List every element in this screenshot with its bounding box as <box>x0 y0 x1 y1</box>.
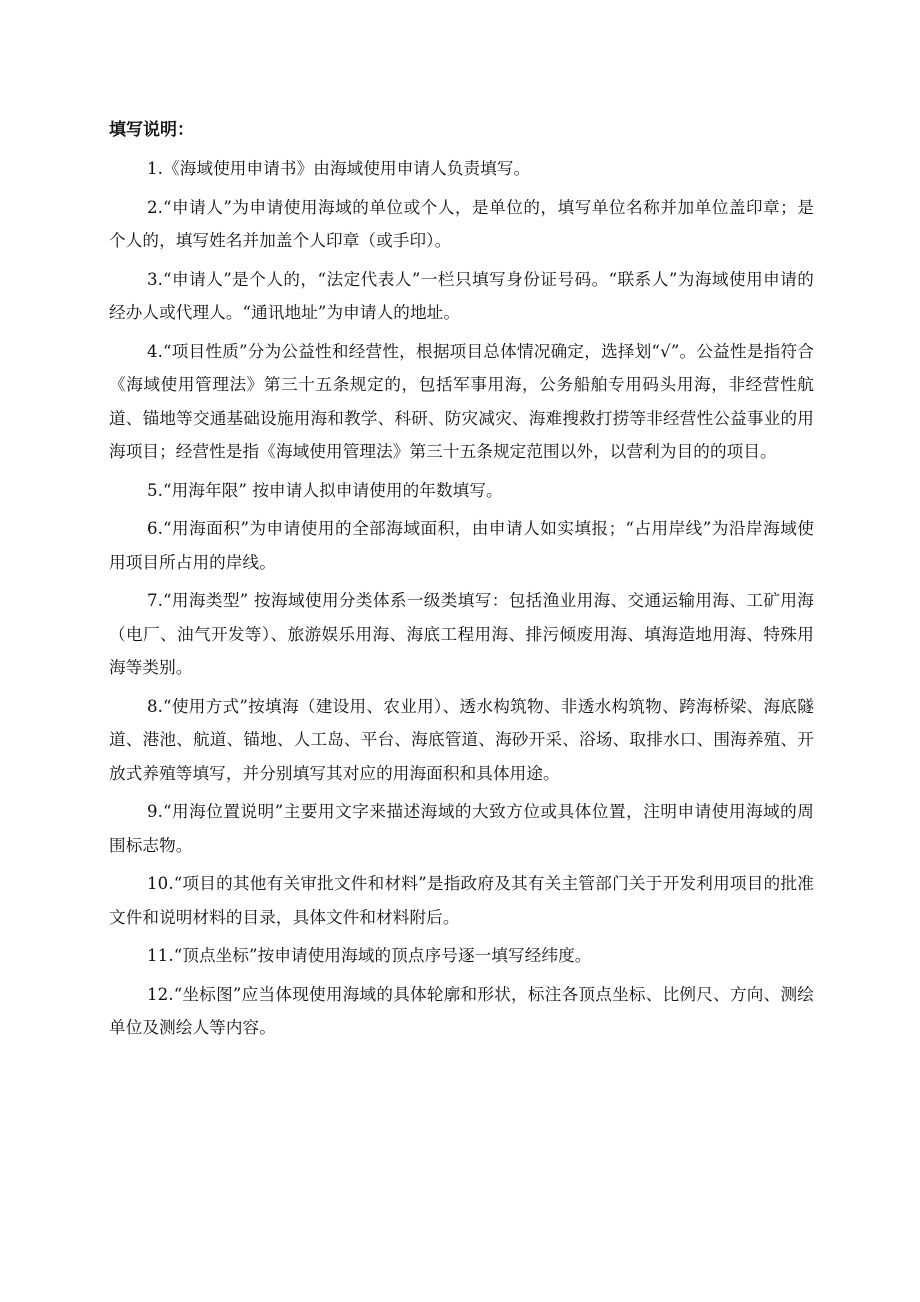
instruction-item-1: 1.《海域使用申请书》由海域使用申请人负责填写。 <box>147 159 531 178</box>
instruction-item-10: 10.“项目的其他有关审批文件和材料”是指政府及其有关主管部门关于开发利用项目的批准文件和说明材料的目录，具体文件和材料附后。 <box>109 874 814 927</box>
instruction-item-6: 6.“用海面积”为申请使用的全部海域面积，由申请人如实填报；“占用岸线”为沿岸海域使用项目所占用的岸线。 <box>109 519 814 572</box>
instruction-item-11: 11.“顶点坐标”按申请使用海域的顶点序号逐一填写经纬度。 <box>147 946 592 965</box>
instructions-list <box>109 152 814 1050</box>
instruction-item-7: 7.“用海类型” 按海域使用分类体系一级类填写：包括渔业用海、交通运输用海、工矿用海（电厂、油气开发等）、旅游娱乐用海、海底工程用海、排污倾废用海、填海造地用海、特殊用海等类别。 <box>109 591 814 677</box>
instruction-item-3: 3.“申请人”是个人的，“法定代表人”一栏只填写身份证号码。“联系人”为海域使用申请的经办人或代理人。“通讯地址”为申请人的地址。 <box>109 269 814 322</box>
instruction-item-5: 5.“用海年限” 按申请人拟申请使用的年数填写。 <box>147 480 503 500</box>
instruction-item-12: 12.“坐标图”应当体现使用海域的具体轮廓和形状，标注各顶点坐标、比例尺、方向、测绘单位及测绘人等内容。 <box>109 984 814 1037</box>
instruction-item-8: 8.“使用方式”按填海（建设用、农业用）、透水构筑物、非透水构筑物、跨海桥梁、海底隧道、港池、航道、锚地、人工岛、平台、海底管道、海砂开采、浴场、取排水口、围海养殖、开放式养殖等填写，并分别填写其对应的用海面积和具体用途。 <box>109 696 814 783</box>
instruction-item-9: 9.“用海位置说明”主要用文字来描述海域的大致方位或具体位置，注明申请使用海域的周围标志物。 <box>109 802 814 855</box>
instruction-item-2: 2.“申请人”为申请使用海域的单位或个人，是单位的，填写单位名称并加单位盖印章；是个人的，填写姓名并加盖个人印章（或手印）。 <box>109 197 814 250</box>
page-title: 填写说明： <box>109 120 194 140</box>
instruction-item-4: 4.“项目性质”分为公益性和经营性，根据项目总体情况确定，选择划“√”。公益性是指符合《海域使用管理法》第三十五条规定的，包括军事用海，公务船舶专用码头用海，非经营性航道、锚地等交通基础设施用海和教学、科研、防灾减灾、海难搜救打捞等非经营性公益事业的用海项目；经营性是指《海域使用管理法》第三十五条规定范围以外，以营利为目的的项目。 <box>109 341 814 461</box>
